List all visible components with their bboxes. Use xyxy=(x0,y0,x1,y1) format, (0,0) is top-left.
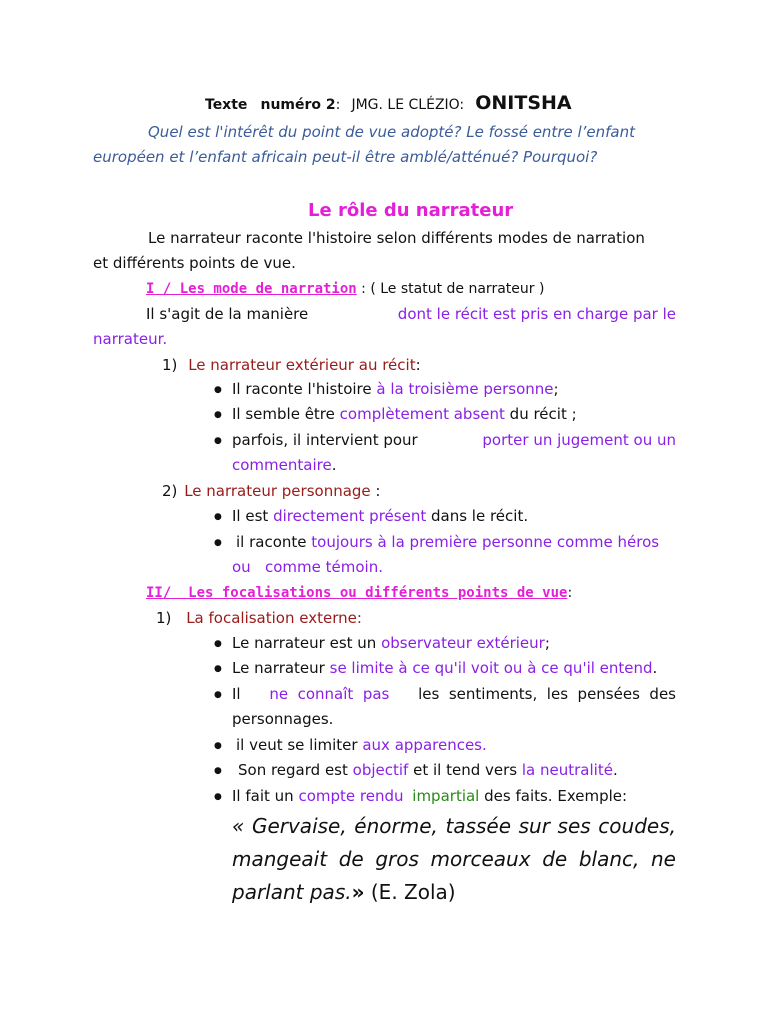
intro-line-1: Le narrateur raconte l'histoire selon différents modes de narration xyxy=(148,229,645,247)
text-highlight: observateur extérieur xyxy=(381,634,545,652)
bullet-icon: ● xyxy=(214,538,222,548)
text-plain: et il tend vers xyxy=(413,761,518,779)
part1-item2-heading xyxy=(162,484,380,499)
text-plain: Le narrateur est un xyxy=(232,634,377,652)
part1-item2-colon: : xyxy=(370,482,381,500)
part1-item1-colon: : xyxy=(415,356,421,374)
quote-line-2 xyxy=(232,849,676,869)
quote-close-mark: » xyxy=(351,880,365,904)
part1-item1-bullet-3 xyxy=(232,433,676,448)
part2-item1-bullet-3 xyxy=(232,687,676,702)
text-plain: Il semble être xyxy=(232,405,335,423)
text-plain: dans le récit. xyxy=(431,507,529,525)
quote-line-3 xyxy=(232,882,456,902)
header-numero: numéro 2 xyxy=(260,97,336,113)
part2-item1-heading xyxy=(156,611,362,626)
part2-item1-num: 1) xyxy=(156,609,172,627)
part1-item1-num: 1) xyxy=(162,356,178,374)
part1-heading-label: I / Les mode de narration xyxy=(146,281,357,297)
text-highlight: ne connaît pas xyxy=(269,685,390,703)
text-plain: des faits. Exemple: xyxy=(484,787,628,805)
bullet-icon: ● xyxy=(214,690,222,700)
part1-item2-label: Le narrateur personnage xyxy=(184,482,371,500)
text-plain: Son regard est xyxy=(238,761,348,779)
text-plain: . xyxy=(612,761,618,779)
bullet-icon: ● xyxy=(214,639,222,649)
document-header xyxy=(205,94,572,113)
part1-item1-bullet-3-cont xyxy=(232,458,336,473)
part2-heading xyxy=(146,586,572,600)
part2-item1-bullet-3-cont: personnages. xyxy=(232,710,334,728)
text-highlight: complètement absent xyxy=(339,405,505,423)
text-highlight: impartial xyxy=(412,787,480,805)
part1-p-b: dont le récit est pris en charge par le xyxy=(397,305,676,323)
part1-item1-label: Le narrateur extérieur au récit xyxy=(188,356,416,374)
part2-item1-bullet-5 xyxy=(238,763,618,778)
text-plain: Le narrateur xyxy=(232,659,325,677)
text-highlight: à la troisième personne xyxy=(376,380,554,398)
bullet-icon: ● xyxy=(214,664,222,674)
text-highlight: compte rendu xyxy=(298,787,404,805)
text-plain: . xyxy=(652,659,658,677)
bullet-icon: ● xyxy=(214,436,222,446)
header-author: JMG. LE CLÉZIO: xyxy=(351,97,465,113)
part1-item1-bullet-2 xyxy=(232,407,577,422)
text-plain: . xyxy=(331,456,337,474)
text-plain: il veut se limiter xyxy=(236,736,358,754)
text-plain: Il xyxy=(232,685,241,703)
header-texte: Texte xyxy=(205,97,248,113)
text-highlight: directement présent xyxy=(273,507,427,525)
header-colon: : xyxy=(335,97,341,113)
quote-text: « Gervaise, énorme, tassée sur ses coudes, xyxy=(232,814,676,838)
part1-p-c: narrateur. xyxy=(93,330,168,348)
bullet-icon: ● xyxy=(214,766,222,776)
text-plain: parfois, il intervient pour xyxy=(232,431,418,449)
quote-text: mangeait de gros morceaux de blanc, ne xyxy=(232,847,676,871)
text-plain: Il est xyxy=(232,507,269,525)
text-plain: ; xyxy=(544,634,550,652)
text-highlight: objectif xyxy=(352,761,409,779)
part1-item1-heading xyxy=(162,358,421,373)
quote-line-1 xyxy=(232,816,676,836)
header-title: ONITSHA xyxy=(475,92,572,114)
text-plain: Il raconte l'histoire xyxy=(232,380,372,398)
part1-p-a: Il s'agit de la manière xyxy=(146,305,309,323)
bullet-icon: ● xyxy=(214,792,222,802)
text-highlight: la neutralité xyxy=(521,761,613,779)
bullet-icon: ● xyxy=(214,741,222,751)
quote-text: parlant pas. xyxy=(232,880,352,904)
text-plain: du récit ; xyxy=(509,405,577,423)
text-plain: ; xyxy=(553,380,559,398)
text-highlight: se limite à ce qu'il voit ou à ce qu'il entend xyxy=(329,659,653,677)
part2-heading-label: II/ Les focalisations ou différents points de vue xyxy=(146,585,568,601)
part1-subheading: : ( Le statut de narrateur ) xyxy=(356,281,545,297)
text-plain: les sentiments, les pensées des xyxy=(418,685,676,703)
part1-item1-bullet-1 xyxy=(232,382,559,397)
bullet-icon: ● xyxy=(214,385,222,395)
intro-line-2: et différents points de vue. xyxy=(93,254,296,272)
part2-heading-colon: : xyxy=(567,585,573,601)
part1-item2-bullet-1 xyxy=(232,509,528,524)
part2-item1-label: La focalisation externe: xyxy=(186,609,362,627)
text-plain: Il fait un xyxy=(232,787,294,805)
bullet-icon: ● xyxy=(214,512,222,522)
part2-item1-bullet-1 xyxy=(232,636,550,651)
part2-item1-bullet-2 xyxy=(232,661,657,676)
part2-item1-bullet-4 xyxy=(236,738,487,753)
part2-item1-bullet-6 xyxy=(232,789,627,804)
text-highlight: commentaire xyxy=(232,456,332,474)
question-line-1: Quel est l'intérêt du point de vue adopté? Le fossé entre l’enfant xyxy=(148,123,636,141)
text-highlight: aux apparences. xyxy=(362,736,487,754)
text-highlight: toujours à la première personne comme héros xyxy=(311,533,660,551)
text-highlight: porter un jugement ou un xyxy=(482,431,676,449)
bullet-icon: ● xyxy=(214,410,222,420)
section-title: Le rôle du narrateur xyxy=(308,200,514,221)
quote-attribution: (E. Zola) xyxy=(364,880,456,904)
part1-item2-bullet-2 xyxy=(236,535,659,550)
question-line-2: européen et l’enfant africain peut-il être amblé/atténué? Pourquoi? xyxy=(93,148,598,166)
text-plain: il raconte xyxy=(236,533,307,551)
part1-item2-bullet-2-cont: ou comme témoin. xyxy=(232,558,383,576)
part1-heading xyxy=(146,282,544,296)
part1-item2-num: 2) xyxy=(162,482,178,500)
part1-paragraph-line-1 xyxy=(146,307,676,322)
